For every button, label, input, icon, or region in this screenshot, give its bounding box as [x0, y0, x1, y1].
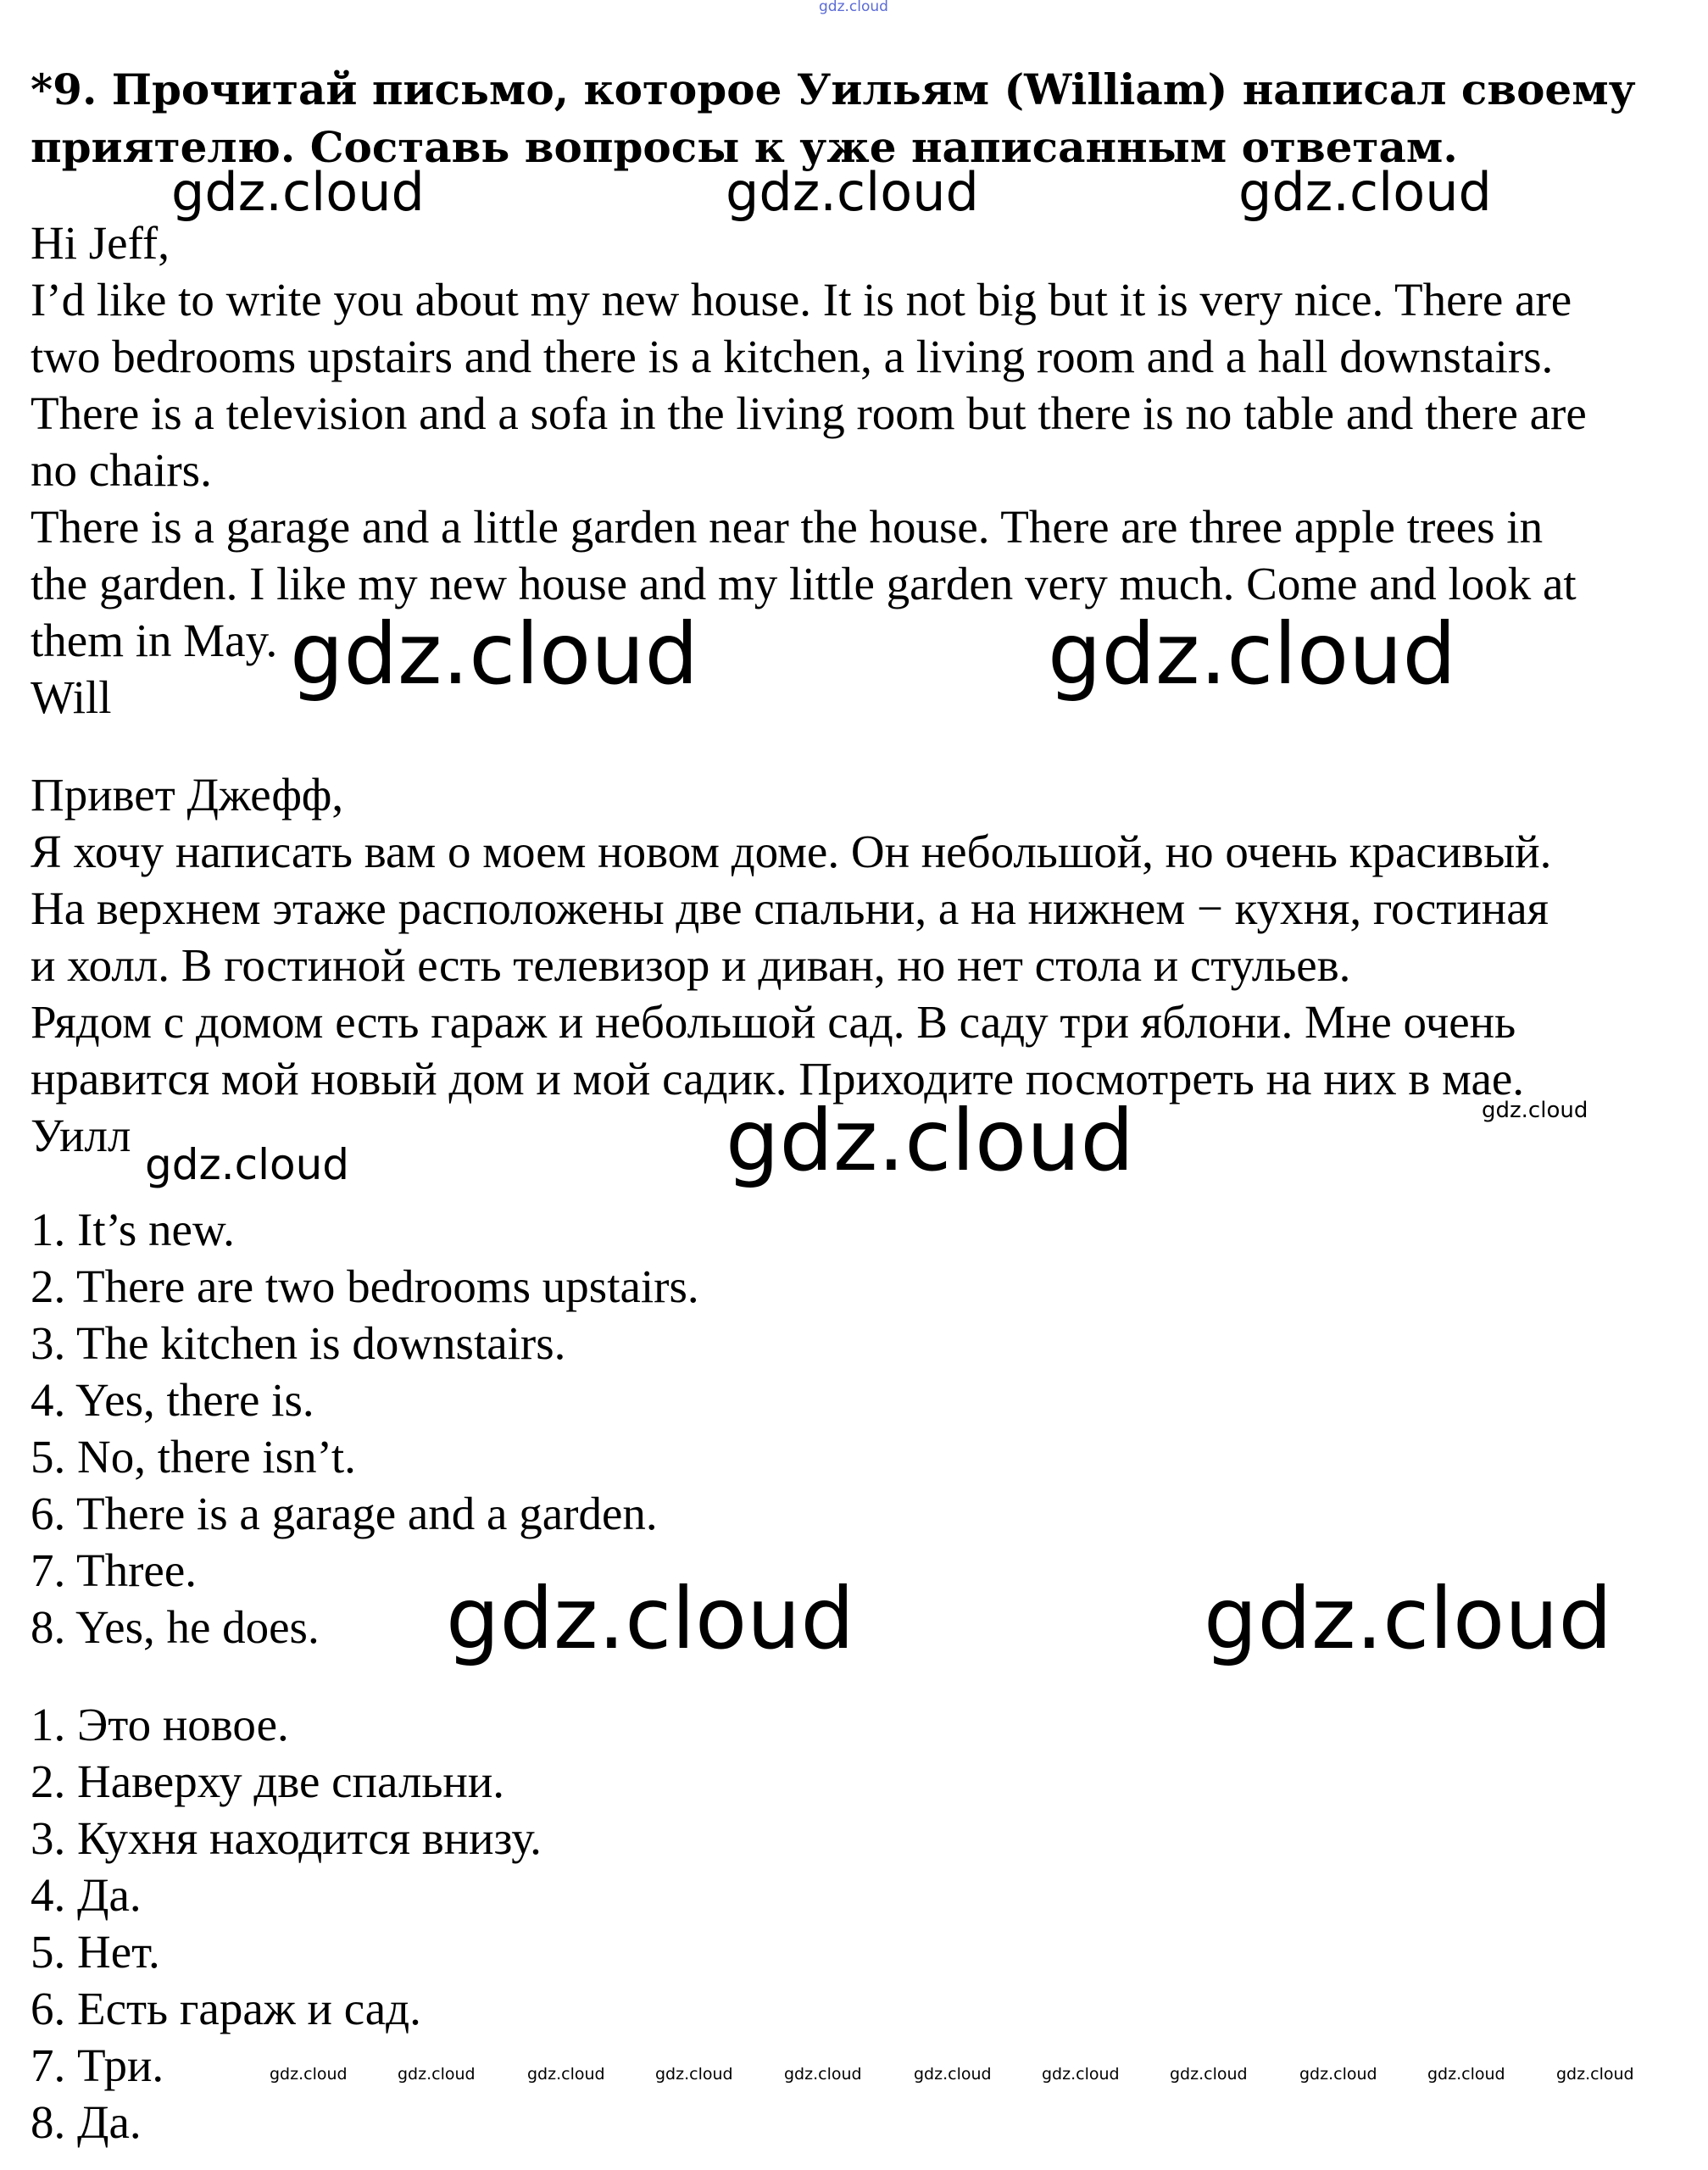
answer-en-item: 3. The kitchen is downstairs. [31, 1317, 566, 1369]
watermark: gdz.cloud [726, 1091, 1135, 1190]
answer-en-item: 8. Yes, he does. [31, 1601, 320, 1653]
letter-ru-signature: Уилл [31, 1110, 131, 1161]
answer-ru-item: 4. Да. [31, 1869, 142, 1921]
answer-ru-item: 8. Да. [31, 2096, 142, 2148]
letter-en-line: There is a television and a sofa in the living room but there is no table and there are [31, 387, 1587, 439]
watermark: gdz.cloud [527, 2065, 605, 2084]
letter-en-line: Hi Jeff, [31, 217, 170, 269]
answer-ru-item: 3. Кухня находится внизу. [31, 1812, 542, 1864]
letter-en-line: two bedrooms upstairs and there is a kitchen, a living room and a hall downstairs. [31, 331, 1554, 382]
answer-en-item: 4. Yes, there is. [31, 1374, 314, 1426]
letter-ru-line: нравится мой новый дом и мой садик. Приходите посмотреть на них в мае. [31, 1053, 1525, 1104]
answer-ru-item: 1. Это новое. [31, 1699, 289, 1750]
letter-ru-line: На верхнем этаже расположены две спальни, а на нижнем − кухня, гостиная [31, 882, 1549, 934]
answer-en-item: 6. There is a garage and a garden. [31, 1488, 658, 1539]
letter-ru-line: и холл. В гостиной есть телевизор и диван, но нет стола и стульев. [31, 939, 1351, 991]
letter-ru-line: Рядом с домом есть гараж и небольшой сад. В саду три яблони. Мне очень [31, 996, 1516, 1048]
answer-en-item: 1. It’s new. [31, 1204, 235, 1255]
letter-ru-line: Я хочу написать вам о моем новом доме. Он небольшой, но очень красивый. [31, 826, 1552, 877]
watermark: gdz.cloud [914, 2065, 992, 2084]
watermark: gdz.cloud [1299, 2065, 1377, 2084]
watermark: gdz.cloud [1204, 1569, 1613, 1668]
answer-en-item: 2. There are two bedrooms upstairs. [31, 1260, 699, 1312]
watermark: gdz.cloud [145, 1140, 350, 1189]
watermark: gdz.cloud [1482, 1098, 1588, 1123]
letter-en-line: I’d like to write you about my new house. It is not big but it is very nice. There are [31, 274, 1572, 326]
header-watermark: gdz.cloud [819, 0, 888, 15]
answer-en-item: 5. No, there isn’t. [31, 1431, 356, 1483]
watermark: gdz.cloud [1048, 604, 1457, 704]
watermark: gdz.cloud [270, 2065, 348, 2084]
letter-en-line: them in May. [31, 615, 278, 666]
letter-en-line: There is a garage and a little garden near the house. There are three apple trees in [31, 501, 1544, 553]
watermark: gdz.cloud [1427, 2065, 1505, 2084]
answer-en-item: 7. Three. [31, 1544, 197, 1596]
watermark: gdz.cloud [290, 604, 699, 704]
letter-en-line: the garden. I like my new house and my little garden very much. Come and look at [31, 558, 1577, 609]
watermark: gdz.cloud [1556, 2065, 1634, 2084]
answer-ru-item: 6. Есть гараж и сад. [31, 1983, 421, 2034]
watermark: gdz.cloud [726, 161, 979, 223]
watermark: gdz.cloud [1170, 2065, 1248, 2084]
exercise-title: *9. Прочитай письмо, которое Уильям (William) написал своему приятелю. Составь вопросы к уже написанным ответам. [31, 64, 1636, 172]
watermark: gdz.cloud [784, 2065, 862, 2084]
letter-en-line: no chairs. [31, 444, 212, 496]
watermark: gdz.cloud [398, 2065, 476, 2084]
watermark: gdz.cloud [1042, 2065, 1120, 2084]
watermark: gdz.cloud [171, 161, 425, 223]
answer-ru-item: 5. Нет. [31, 1926, 160, 1978]
answer-ru-item: 2. Наверху две спальни. [31, 1755, 505, 1807]
letter-ru-line: Привет Джефф, [31, 769, 344, 821]
letter-en-signature: Will [31, 671, 112, 723]
watermark: gdz.cloud [655, 2065, 733, 2084]
watermark: gdz.cloud [1238, 161, 1492, 223]
watermark: gdz.cloud [446, 1569, 855, 1668]
answer-ru-item: 7. Три. [31, 2039, 164, 2091]
